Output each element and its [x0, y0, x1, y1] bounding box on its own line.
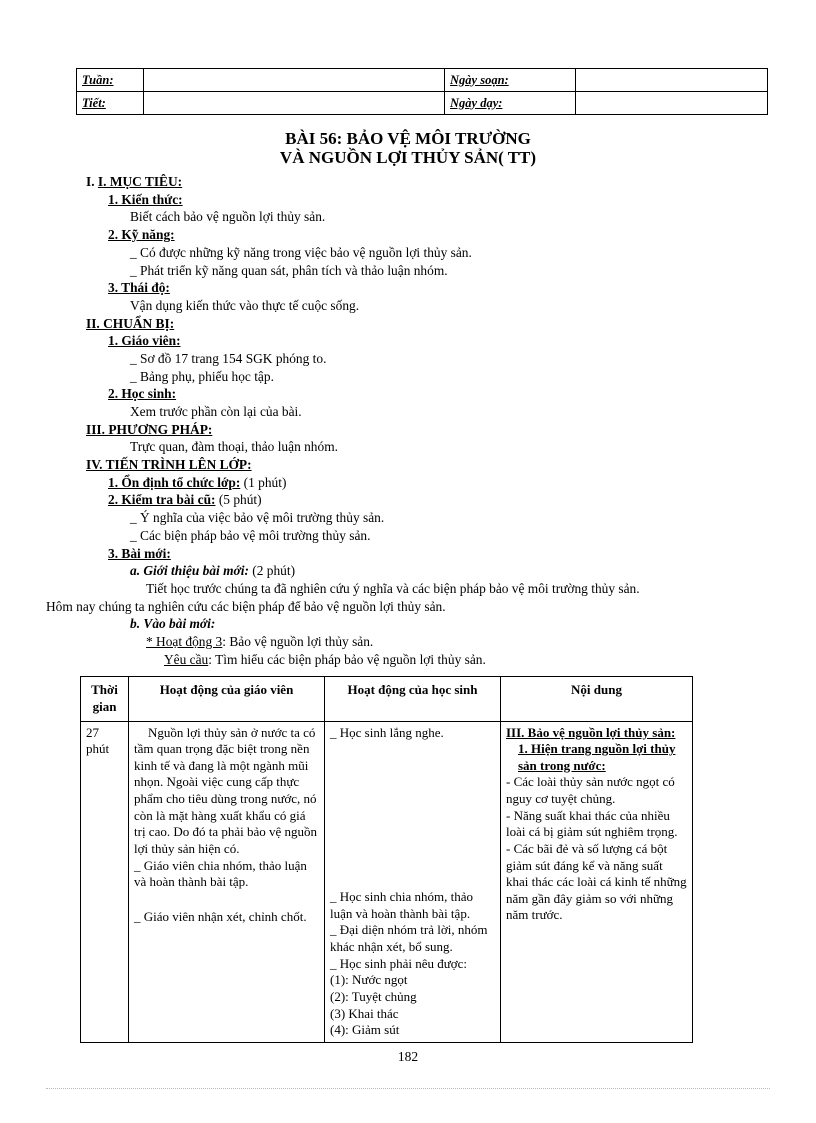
- header-taught-date-label: Ngày dạy:: [445, 92, 576, 115]
- subsection-class-organization: 1. Ổn định tổ chức lớp: (1 phút): [108, 474, 287, 490]
- student-answer-1: (1): Nước ngọt: [330, 972, 408, 988]
- content-heading: III. Bảo vệ nguồn lợi thủy sản:: [506, 724, 676, 740]
- subsection-skills-heading: 2. Kỹ năng:: [108, 227, 175, 243]
- column-header-content: Nội dung: [501, 677, 693, 721]
- title-line-1: BÀI 56: BẢO VỆ MÔI TRƯỜNG: [285, 129, 531, 148]
- student-answer-2: (2): Tuyệt chủng: [330, 988, 417, 1004]
- subsection-class-organization-time: (1 phút): [243, 474, 287, 490]
- section-method-heading: III. PHƯƠNG PHÁP:: [86, 421, 213, 437]
- table-header-row: [81, 677, 693, 721]
- subsection-attitude-text: Vận dụng kiến thức vào thực tế cuộc sống.: [130, 297, 360, 313]
- subsection-review-heading: 2. Kiểm tra bài cũ: (5 phút): [108, 492, 262, 508]
- activity-3-requirement-line: [164, 651, 770, 669]
- header-week-label: Tuần:: [77, 69, 144, 92]
- header-prepared-date-value: [576, 69, 768, 92]
- activity-3-requirement-label: Yêu cầu: [164, 651, 209, 667]
- cell-content: [501, 721, 693, 1042]
- section-objectives: I. I. MỤC TIÊU:: [86, 174, 183, 190]
- activity-3-requirement-text: : Tìm hiểu các biện pháp bảo vệ nguồn lợi thủy sản.: [208, 651, 486, 667]
- subsection-knowledge-text: Biết cách bảo vệ nguồn lợi thủy sản.: [130, 209, 326, 225]
- table-row: [77, 69, 768, 92]
- student-para-1: _ Học sinh lắng nghe.: [330, 724, 444, 740]
- cell-teacher-activity: [129, 721, 325, 1042]
- activity-3-line: [146, 633, 770, 651]
- cell-time: 27 phút: [81, 721, 129, 1042]
- title-line-2: VÀ NGUỒN LỢI THỦY SẢN( TT): [279, 148, 537, 168]
- subsection-intro-para-1: Tiết học trước chúng ta đã nghiên cứu ý nghĩa và các biện pháp bảo vệ môi trường thủy sản.: [146, 580, 640, 596]
- header-period-label: Tiết:: [77, 92, 144, 115]
- activity-3-label: * Hoạt động 3: [146, 633, 223, 649]
- subsection-review-item-2: _ Các biện pháp bảo vệ môi trường thủy sản.: [130, 527, 371, 543]
- section-procedure-heading: IV. TIẾN TRÌNH LÊN LỚP:: [86, 457, 252, 473]
- column-header-student-activity: Hoạt động của học sinh: [325, 677, 501, 721]
- student-answer-3: (3) Khai thác: [330, 1005, 399, 1021]
- activity-3-text: : Bảo vệ nguồn lợi thủy sản.: [222, 633, 374, 649]
- student-para-4: _ Học sinh phải nêu được:: [330, 955, 468, 971]
- subsection-new-lesson-heading: 3. Bài mới:: [108, 545, 171, 561]
- header-prepared-date-label: Ngày soạn:: [445, 69, 576, 92]
- subsection-teacher-text-2: _ Bảng phụ, phiếu học tập.: [130, 368, 274, 384]
- page-title: [46, 129, 770, 167]
- teacher-para-1: Nguồn lợi thủy sản ở nước ta có tầm quan trọng đặc biệt trong nền kinh tế và đang là một ngành mũi nhọn. Ngoài việc cung cấp thực phẩm cho tiêu dùng trong nước, nó còn là mặt hàng xuất khẩu có giá trị cao. Do đó ta phải bảo vệ nguồn lợi thủy sản hiện có.: [134, 724, 318, 856]
- page-number: 182: [397, 1048, 419, 1064]
- subsection-knowledge-heading: 1. Kiến thức:: [108, 191, 183, 207]
- content-subheading: 1. Hiện trang nguồn lợi thủy sản trong nước:: [518, 741, 676, 773]
- subsection-enter-lesson-heading: b. Vào bài mới:: [130, 616, 216, 632]
- header-period-value: [144, 92, 445, 115]
- footer-divider: [46, 1088, 770, 1089]
- subsection-review-time: (5 phút): [218, 492, 262, 508]
- content-item-1: - Các loài thủy sản nước ngọt có nguy cơ tuyệt chủng.: [506, 774, 675, 807]
- teacher-para-2: _ Giáo viên chia nhóm, thảo luận và hoàn thành bài tập.: [134, 857, 307, 890]
- subsection-review-item-1: _ Ý nghĩa của việc bảo vệ môi trường thủy sản.: [130, 510, 385, 526]
- column-header-time: Thời gian: [81, 677, 129, 721]
- table-row: [77, 92, 768, 115]
- subsection-attitude-heading: 3. Thái độ:: [108, 280, 170, 296]
- subsection-intro-time: (2 phút): [252, 563, 296, 579]
- subsection-teacher-text-1: _ Sơ đồ 17 trang 154 SGK phóng to.: [130, 350, 327, 366]
- student-para-3: _ Đại diện nhóm trả lời, nhóm khác nhận xét, bổ sung.: [330, 922, 488, 955]
- section-method-text: Trực quan, đàm thoại, thảo luận nhóm.: [130, 439, 338, 455]
- column-header-teacher-activity: Hoạt động của giáo viên: [129, 677, 325, 721]
- section-preparation-heading: II. CHUẨN BỊ:: [86, 315, 175, 331]
- activity-table: [80, 676, 693, 1043]
- subsection-skills-text-1: _ Có được những kỹ năng trong việc bảo vệ nguồn lợi thủy sản.: [130, 244, 472, 260]
- cell-student-activity: [325, 721, 501, 1042]
- section-objectives-heading: I. MỤC TIÊU:: [97, 174, 183, 190]
- student-para-2: _ Học sinh chia nhóm, thảo luận và hoàn thành bài tập.: [330, 889, 473, 921]
- header-table: [76, 68, 768, 115]
- subsection-intro-heading: a. Giới thiệu bài mới: (2 phút): [130, 563, 296, 579]
- subsection-teacher-heading: 1. Giáo viên:: [108, 333, 181, 349]
- header-week-value: [144, 69, 445, 92]
- subsection-student-heading: 2. Học sinh:: [108, 386, 177, 402]
- subsection-skills-text-2: _ Phát triển kỹ năng quan sát, phân tích và thảo luận nhóm.: [130, 262, 448, 278]
- student-answer-4: (4): Giảm sút: [330, 1022, 400, 1038]
- table-row: [81, 721, 693, 1042]
- content-item-3: - Các bãi đẻ và số lượng cá bột giảm sút đáng kể và năng suất khai thác các loài cá kinh tế những năm gần đây giảm so với những năm trước.: [506, 840, 687, 923]
- subsection-intro-para-2: Hôm nay chúng ta nghiên cứu các biện pháp để bảo vệ nguồn lợi thủy sản.: [46, 598, 446, 614]
- content-item-2: - Năng suất khai thác của nhiều loài cá bị giảm sút nghiêm trọng.: [506, 807, 678, 840]
- lesson-outline: [46, 173, 770, 668]
- subsection-student-text: Xem trước phần còn lại của bài.: [130, 404, 302, 419]
- teacher-para-3: _ Giáo viên nhận xét, chỉnh chốt.: [134, 908, 307, 924]
- header-taught-date-value: [576, 92, 768, 115]
